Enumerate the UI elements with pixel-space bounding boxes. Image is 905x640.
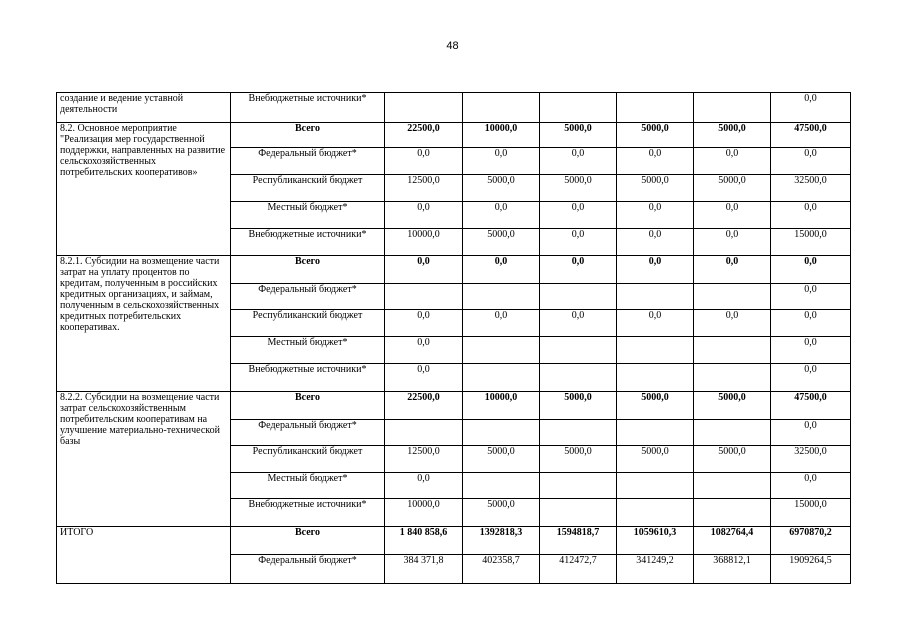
value-cell: 10000,0: [463, 123, 540, 148]
funding-source-cell: Всего: [231, 392, 385, 420]
value-cell: 0,0: [385, 364, 463, 392]
table-row: [57, 527, 851, 555]
value-cell: [463, 364, 540, 392]
value-cell: 22500,0: [385, 392, 463, 420]
value-cell: 1594818,7: [540, 527, 617, 555]
value-cell: 0,0: [617, 202, 694, 229]
value-cell: 5000,0: [694, 446, 771, 473]
value-cell: [385, 284, 463, 310]
value-cell: 5000,0: [694, 392, 771, 420]
value-cell: 0,0: [540, 229, 617, 256]
funding-source-cell: Республиканский бюджет: [231, 175, 385, 202]
value-cell: [540, 420, 617, 446]
value-cell: 0,0: [540, 202, 617, 229]
funding-source-cell: Местный бюджет*: [231, 202, 385, 229]
value-cell: [540, 473, 617, 499]
funding-source-cell: Федеральный бюджет*: [231, 148, 385, 175]
activity-name-cell: 8.2.2. Субсидии на возмещение части затрат сельскохозяйственным потребительским кооперативам на улучшение материально-технической базы: [57, 392, 231, 527]
funding-source-cell: Внебюджетные источники*: [231, 364, 385, 392]
value-cell: 0,0: [694, 256, 771, 284]
value-cell: 0,0: [540, 148, 617, 175]
value-cell: [694, 420, 771, 446]
value-cell: 0,0: [385, 473, 463, 499]
value-cell: [540, 93, 617, 123]
value-cell: [694, 284, 771, 310]
value-cell: 0,0: [771, 473, 851, 499]
value-cell: 5000,0: [617, 446, 694, 473]
value-cell: 5000,0: [694, 123, 771, 148]
value-cell: [540, 364, 617, 392]
value-cell: [540, 284, 617, 310]
value-cell: [463, 284, 540, 310]
value-cell: 1909264,5: [771, 555, 851, 584]
value-cell: 0,0: [385, 148, 463, 175]
value-cell: 341249,2: [617, 555, 694, 584]
value-cell: 0,0: [771, 420, 851, 446]
value-cell: 0,0: [463, 310, 540, 337]
value-cell: 10000,0: [463, 392, 540, 420]
value-cell: 0,0: [617, 256, 694, 284]
value-cell: [540, 337, 617, 364]
value-cell: [694, 473, 771, 499]
value-cell: 47500,0: [771, 392, 851, 420]
value-cell: 0,0: [540, 256, 617, 284]
value-cell: 0,0: [771, 93, 851, 123]
value-cell: 0,0: [385, 337, 463, 364]
value-cell: 368812,1: [694, 555, 771, 584]
value-cell: 0,0: [385, 256, 463, 284]
value-cell: [617, 337, 694, 364]
value-cell: 1392818,3: [463, 527, 540, 555]
funding-source-cell: Республиканский бюджет: [231, 446, 385, 473]
funding-source-cell: Федеральный бюджет*: [231, 420, 385, 446]
page-number: 48: [446, 40, 459, 52]
value-cell: 32500,0: [771, 446, 851, 473]
value-cell: [694, 499, 771, 527]
value-cell: 5000,0: [463, 175, 540, 202]
value-cell: 0,0: [694, 202, 771, 229]
value-cell: 5000,0: [694, 175, 771, 202]
value-cell: 5000,0: [617, 123, 694, 148]
value-cell: 0,0: [617, 229, 694, 256]
funding-source-cell: Республиканский бюджет: [231, 310, 385, 337]
budget-table: [56, 92, 851, 584]
value-cell: 0,0: [771, 202, 851, 229]
value-cell: 0,0: [771, 364, 851, 392]
activity-name-cell: 8.2. Основное мероприятие "Реализация мер государственной поддержки, направленных на развитие сельскохозяйственных потребительских кооперативов»: [57, 123, 231, 256]
value-cell: 22500,0: [385, 123, 463, 148]
funding-source-cell: Местный бюджет*: [231, 473, 385, 499]
value-cell: 12500,0: [385, 446, 463, 473]
activity-name-cell: 8.2.1. Субсидии на возмещение части затрат на уплату процентов по кредитам, полученным в российских кредитных организациях, и займам, полученным в сельскохозяйственных кредитных потребительских кооперативах.: [57, 256, 231, 392]
value-cell: 47500,0: [771, 123, 851, 148]
funding-source-cell: Местный бюджет*: [231, 337, 385, 364]
value-cell: 5000,0: [463, 446, 540, 473]
value-cell: 5000,0: [540, 392, 617, 420]
value-cell: 32500,0: [771, 175, 851, 202]
value-cell: 0,0: [771, 310, 851, 337]
value-cell: 10000,0: [385, 499, 463, 527]
funding-source-cell: Всего: [231, 256, 385, 284]
value-cell: 5000,0: [617, 175, 694, 202]
value-cell: 12500,0: [385, 175, 463, 202]
value-cell: [694, 93, 771, 123]
value-cell: [385, 420, 463, 446]
value-cell: [463, 473, 540, 499]
value-cell: 0,0: [463, 148, 540, 175]
funding-source-cell: Внебюджетные источники*: [231, 229, 385, 256]
funding-source-cell: Всего: [231, 123, 385, 148]
value-cell: [463, 93, 540, 123]
value-cell: 0,0: [694, 229, 771, 256]
value-cell: 5000,0: [617, 392, 694, 420]
table-row: [57, 123, 851, 148]
value-cell: 0,0: [617, 310, 694, 337]
value-cell: [617, 284, 694, 310]
value-cell: [694, 364, 771, 392]
value-cell: 0,0: [771, 284, 851, 310]
value-cell: 15000,0: [771, 499, 851, 527]
value-cell: [463, 337, 540, 364]
funding-source-cell: Внебюджетные источники*: [231, 499, 385, 527]
value-cell: 0,0: [540, 310, 617, 337]
value-cell: 5000,0: [540, 446, 617, 473]
value-cell: [540, 499, 617, 527]
value-cell: [617, 93, 694, 123]
value-cell: 412472,7: [540, 555, 617, 584]
table-row: [57, 93, 851, 123]
value-cell: 0,0: [771, 337, 851, 364]
value-cell: 0,0: [694, 148, 771, 175]
value-cell: 384 371,8: [385, 555, 463, 584]
value-cell: [617, 473, 694, 499]
value-cell: 15000,0: [771, 229, 851, 256]
value-cell: 1 840 858,6: [385, 527, 463, 555]
value-cell: 0,0: [463, 202, 540, 229]
activity-name-cell: ИТОГО: [57, 527, 231, 584]
budget-table-body: [57, 93, 851, 584]
value-cell: [694, 337, 771, 364]
value-cell: 0,0: [617, 148, 694, 175]
value-cell: 0,0: [385, 310, 463, 337]
funding-source-cell: Внебюджетные источники*: [231, 93, 385, 123]
value-cell: [385, 93, 463, 123]
value-cell: 5000,0: [540, 123, 617, 148]
activity-name-cell: создание и ведение уставной деятельности: [57, 93, 231, 123]
value-cell: 402358,7: [463, 555, 540, 584]
value-cell: 0,0: [694, 310, 771, 337]
value-cell: 1059610,3: [617, 527, 694, 555]
value-cell: [463, 420, 540, 446]
value-cell: [617, 364, 694, 392]
value-cell: 6970870,2: [771, 527, 851, 555]
value-cell: 5000,0: [463, 229, 540, 256]
value-cell: 5000,0: [463, 499, 540, 527]
value-cell: 5000,0: [540, 175, 617, 202]
table-row: [57, 256, 851, 284]
value-cell: 1082764,4: [694, 527, 771, 555]
value-cell: [617, 420, 694, 446]
value-cell: 0,0: [771, 256, 851, 284]
table-row: [57, 392, 851, 420]
funding-source-cell: Всего: [231, 527, 385, 555]
value-cell: 0,0: [385, 202, 463, 229]
value-cell: 0,0: [771, 148, 851, 175]
value-cell: 10000,0: [385, 229, 463, 256]
value-cell: 0,0: [463, 256, 540, 284]
funding-source-cell: Федеральный бюджет*: [231, 284, 385, 310]
value-cell: [617, 499, 694, 527]
funding-source-cell: Федеральный бюджет*: [231, 555, 385, 584]
